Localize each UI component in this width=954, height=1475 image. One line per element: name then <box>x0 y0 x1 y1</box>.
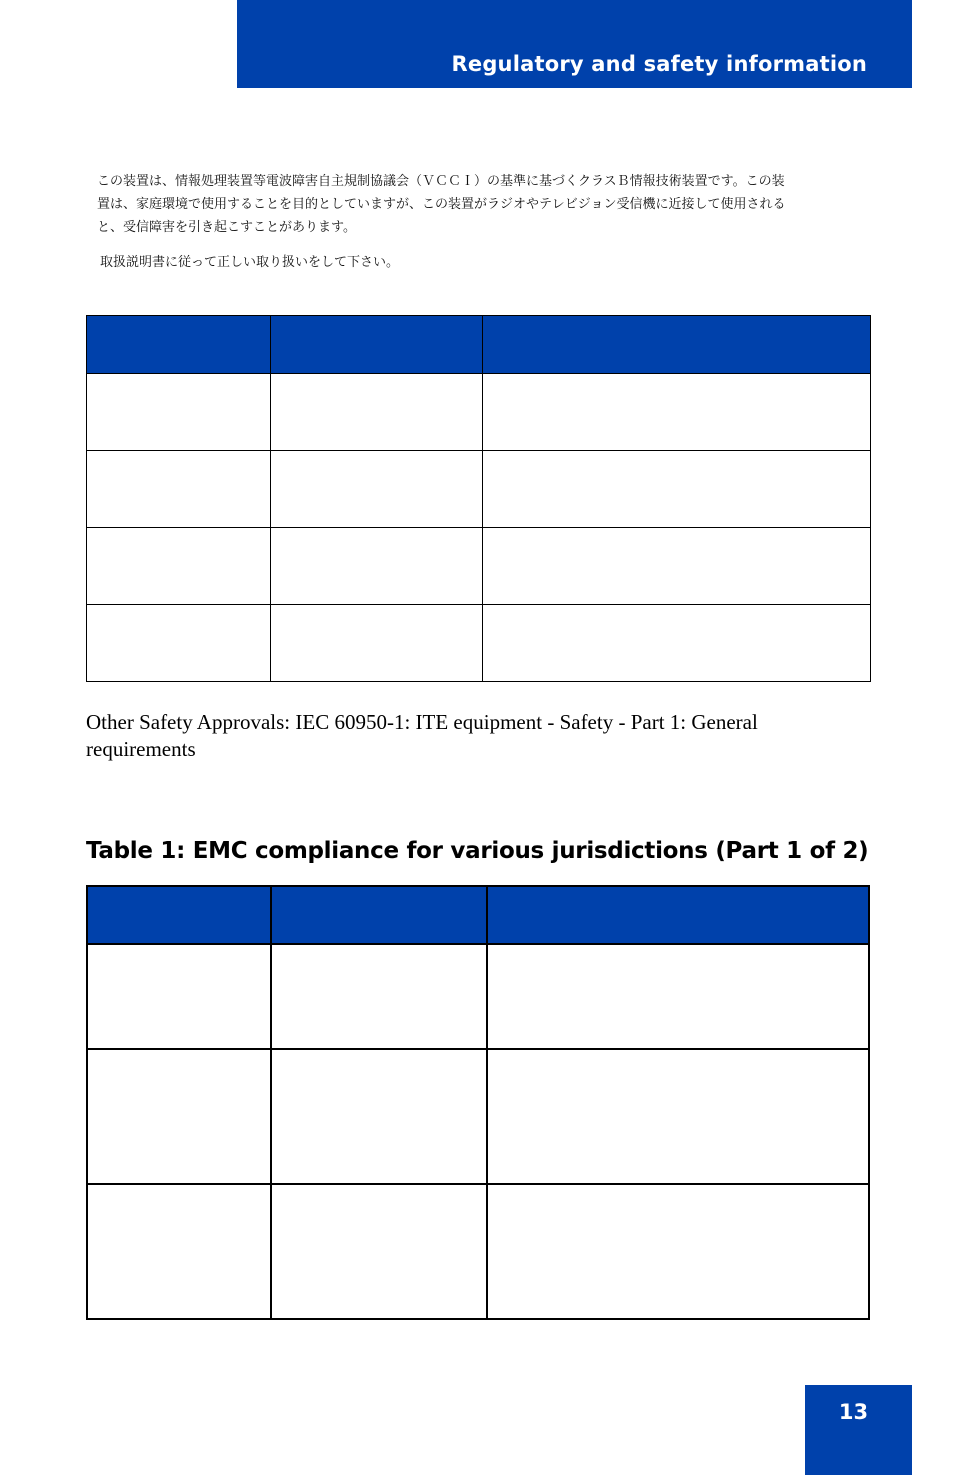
table-row <box>87 1184 869 1319</box>
table-cell <box>483 528 871 605</box>
table-cell <box>87 374 271 451</box>
table-header-cell <box>87 316 271 374</box>
table-cell <box>271 1184 487 1319</box>
table-header-row <box>87 886 869 944</box>
vcci-notice-instruction: 取扱説明書に従って正しい取り扱いをして下さい。 <box>100 255 400 270</box>
table-cell <box>483 451 871 528</box>
table-header-cell <box>271 886 487 944</box>
table-cell <box>87 944 271 1049</box>
table-cell <box>483 605 871 682</box>
table-row <box>87 605 871 682</box>
table-cell <box>271 1049 487 1184</box>
table-row <box>87 374 871 451</box>
vcci-notice-line: と、受信障害を引き起こすことがあります。 <box>97 220 356 235</box>
emc-table-caption: Table 1: EMC compliance for various jurisdictions (Part 1 of 2) <box>86 838 869 864</box>
table-cell <box>271 451 483 528</box>
table-cell <box>87 1049 271 1184</box>
vcci-notice-line: 置は、家庭環境で使用することを目的としていますが、この装置がラジオやテレビジョン受信機に近接して使用される <box>97 197 786 212</box>
safety-approvals-text: Other Safety Approvals: IEC 60950-1: ITE equipment - Safety - Part 1: General requirements <box>86 710 758 761</box>
table-row <box>87 528 871 605</box>
table-cell <box>87 528 271 605</box>
vcci-notice <box>97 170 867 274</box>
page-header-title: Regulatory and safety information <box>451 52 867 76</box>
header-bar <box>237 0 912 88</box>
table-cell <box>483 374 871 451</box>
vcci-notice-line: この装置は、情報処理装置等電波障害自主規制協議会（ＶＣＣＩ）の基準に基づくクラスＢ情報技術装置です。この装 <box>97 174 785 189</box>
table-cell <box>487 1049 869 1184</box>
table-row <box>87 944 869 1049</box>
table-row <box>87 1049 869 1184</box>
table-cell <box>271 944 487 1049</box>
table-header-cell <box>483 316 871 374</box>
table-cell <box>271 374 483 451</box>
page-number: 13 <box>838 1400 869 1424</box>
table-header-row <box>87 316 871 374</box>
table-cell <box>87 451 271 528</box>
table-header-cell <box>87 886 271 944</box>
table-cell <box>87 1184 271 1319</box>
table-cell <box>271 605 483 682</box>
table-cell <box>271 528 483 605</box>
safety-approvals-table <box>86 315 871 682</box>
table-cell <box>487 944 869 1049</box>
page-number-box <box>805 1385 912 1475</box>
emc-compliance-table <box>86 885 870 1320</box>
table-row <box>87 451 871 528</box>
table-cell <box>87 605 271 682</box>
table-header-cell <box>487 886 869 944</box>
table-cell <box>487 1184 869 1319</box>
table-header-cell <box>271 316 483 374</box>
